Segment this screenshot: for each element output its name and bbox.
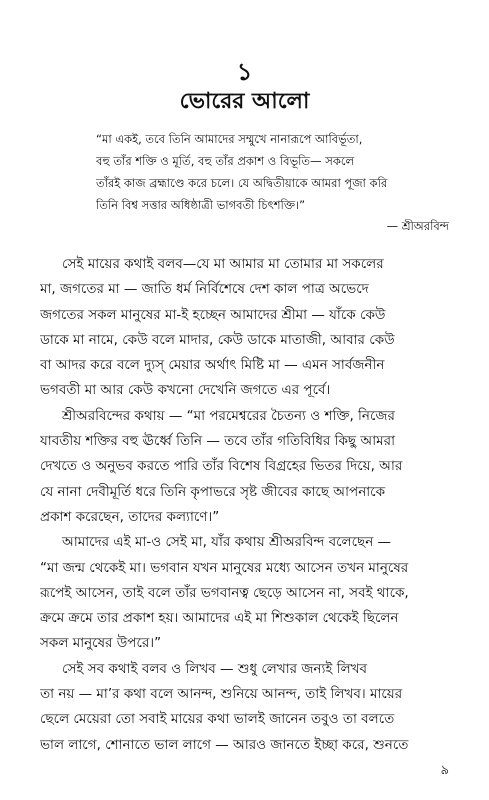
chapter-number: ১ [236,58,253,86]
paragraph-line: মা, জগতের মা — জাতি ধর্ম নির্বিশেষে দেশ কাল পাত্র অভেদে [40,281,369,298]
paragraph-line: তা নয় — মা’র কথা বলে আনন্দ, শুনিয়ে আনন্দ, তাই লিখব। মায়ের [40,686,403,703]
epigraph-line: তাঁরই কাজ ব্রহ্মাণ্ডে করে চলে। যে অদ্বিতীয়াকে আমরা পূজা করি [96,176,388,190]
chapter-title: ভোরের আলো [179,89,310,114]
paragraph-line: ছেলে মেয়েরা তো সবাই মায়ের কথা ভালই জানেন তবুও তা বলতে [40,711,395,728]
paragraph-line: সেই মায়ের কথাই বলব—যে মা আমার মা তোমার মা সকলের [62,256,384,272]
paragraph-line: সকল মানুষের উপরে।” [40,635,162,652]
epigraph-line: “মা একই, তবে তিনি আমাদের সম্মুখে নানারূপে আবির্ভূতা, [96,132,363,146]
paragraph-line: “মা জন্ম থেকেই মা। ভগবান যখন মানুষের মধ্যে আসেন তখন মানুষের [40,559,409,576]
paragraph-line: ভাল লাগে, শোনাতে ভাল লাগে — আরও জানতে ইচ্ছা করে, শুনতে [40,736,409,753]
paragraph-line: আমাদের এই মা-ও সেই মা, যাঁর কথায় শ্রীঅরবিন্দ বলেছেন — [62,534,392,551]
paragraph-line: জগতের সকল মানুষের মা-ই হচ্ছেন আমাদের শ্রীমা — যাঁকে কেউ [40,306,386,323]
epigraph-quote [96,128,456,216]
epigraph-line: বহু তাঁর শক্তি ও মূর্তি, বহু তাঁর প্রকাশ ও বিভূতি— সকলে [96,154,355,168]
epigraph-line: তিনি বিশ্ব সত্তার অধিষ্ঠাত্রী ভাগবতী চিৎশক্তি।” [96,198,306,212]
paragraph-line: বা আদর করে বলে দ্যুস্ মেয়ার অর্থাৎ মিষ্টি মা — এমন সার্বজনীন [40,357,385,374]
paragraph-line: ভগবতী মা আর কেউ কখনো দেখেনি জগতে এর পূর্বে। [40,382,331,399]
paragraph-line: সেই সব কথাই বলব ও লিখব — শুধু লেখার জন্যই লিখব [62,660,368,677]
body-text [40,252,454,758]
paragraph-line: প্রকাশ করেছেন, তাদের কল্যাণে।” [40,508,220,525]
epigraph-attribution: — শ্রীঅরবিন্দ [386,219,449,233]
paragraph-line: দেখতে ও অনুভব করতে পারি তাঁর বিশেষ বিগ্রহের ভিতর দিয়ে, আর [40,458,403,475]
paragraph-line: শ্রীঅরবিন্দের কথায় — “মা পরমেশ্বরের চৈতন্য ও শক্তি, নিজের [62,407,395,424]
paragraph-line: রূপেই আসেন, তাই বলে তাঁর ভগবানত্ব ছেড়ে আসেন না, সবই থাকে, [40,584,409,601]
paragraph-line: যে নানা দেবীমূর্তি ধরে তিনি কৃপাভরে সৃষ্ট জীবের কাছে আপনাকে [40,483,386,500]
paragraph-line: ক্রমে ক্রমে তার প্রকাশ হয়। আমাদের এই মা শিশুকাল থেকেই ছিলেন [40,610,399,627]
page-number: ৯ [440,763,449,778]
paragraph-line: ডাকে মা নামে, কেউ বলে মাদার, কেউ ডাকে মাতাজী, আবার কেউ [40,331,395,348]
paragraph-line: যাবতীয় শক্তির বহু ঊর্ধ্বে তিনি — তবে তাঁর গতিবিধির কিছু আমরা [40,433,395,450]
